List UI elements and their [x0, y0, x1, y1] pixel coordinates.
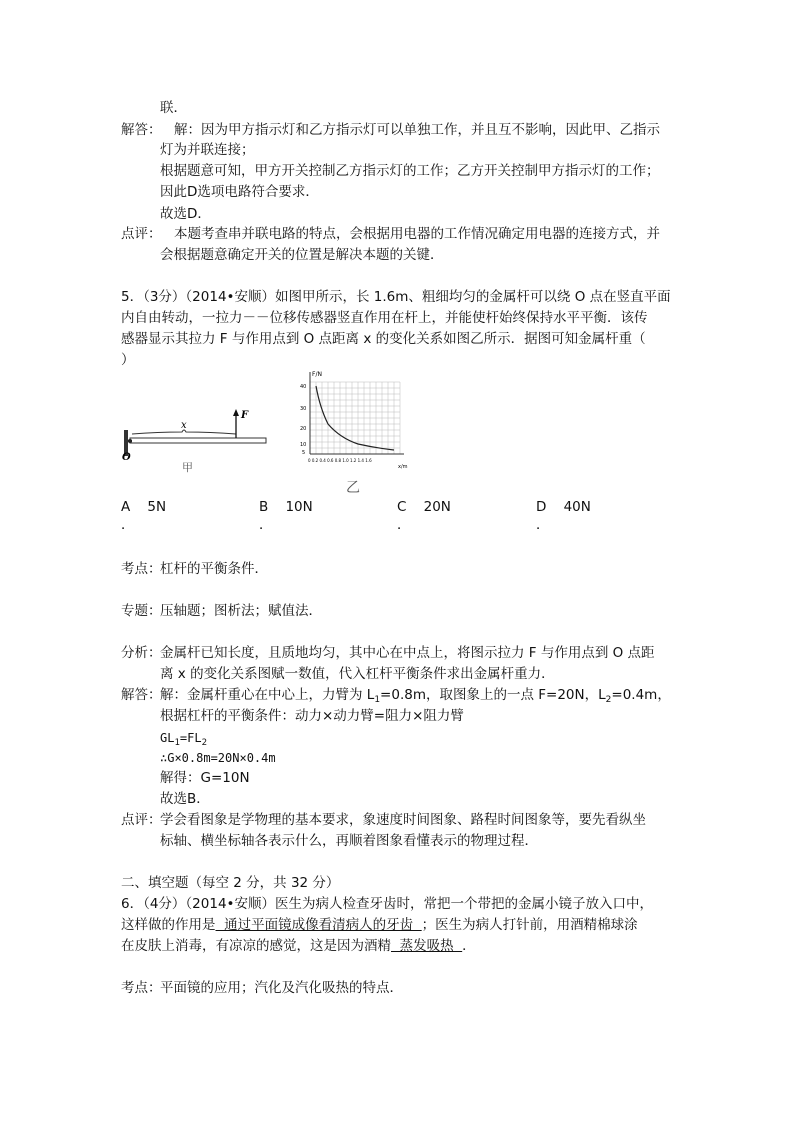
figure-graph — [296, 368, 408, 496]
section-2-heading: 二、填空题（每空 2 分，共 32 分） — [121, 875, 340, 891]
option-d-letter: D — [536, 499, 547, 515]
prev-comment-label: 点评： — [121, 226, 162, 242]
q5-zhuanti: 压轴题；图析法；赋值法． — [160, 603, 322, 619]
q6-answer-blank-1: 通过平面镜成像看清病人的牙齿 — [215, 917, 422, 933]
q5-stem-line-1: 5．（3分）（2014•安顺）如图甲所示，长 1.6m、粗细均匀的金属杆可以绕 O 点在竖直平面 — [121, 289, 671, 305]
jieda-sub-1: 1 — [374, 695, 381, 705]
option-c — [397, 497, 451, 517]
caption-jia: 甲 — [182, 461, 193, 474]
option-b — [259, 497, 313, 517]
q5-dianping-line-1: 学会看图象是学物理的基本要求，象速度时间图象、路程时间图象等，要先看纵坐 — [160, 812, 646, 828]
y-tick-5: 5 — [302, 450, 306, 456]
q5-kaodian: 杠杆的平衡条件． — [160, 561, 268, 577]
label-x: x — [181, 420, 187, 431]
prev-answer-line-2: 灯为并联连接； — [160, 142, 255, 158]
prev-answer-line-4: 因此D选项电路符合要求． — [160, 184, 319, 200]
option-a-letter: A — [121, 499, 131, 515]
q5-dianping-line-2: 标轴、横坐标轴各表示什么，再顺着图象看懂表示的物理过程． — [160, 833, 538, 849]
q6-answer-blank-2: 蒸发吸热 — [391, 938, 463, 954]
prev-comment-line-2: 会根据题意确定开关的位置是解决本题的关键． — [160, 247, 444, 263]
q5-jieda-line-2: 根据杠杆的平衡条件：动力×动力臂=阻力×阻力臂 — [160, 708, 464, 724]
q5-stem-line-2: 内自由转动，一拉力－－位移传感器竖直作用在杆上，并能使杆始终保持水平平衡．该传 — [121, 310, 648, 326]
q5-stem-line-3: 感器显示其拉力 F 与作用点到 O 点距离 x 的变化关系如图乙所示．据图可知金属杆重（ — [121, 331, 646, 347]
q6-kaodian: 平面镜的应用；汽化及汽化吸热的特点． — [160, 980, 403, 996]
jieda-line-1-part-b: =0.8m，取图象上的一点 F=20N，L — [380, 687, 606, 703]
option-c-text: 20N — [423, 499, 451, 515]
q6-line-3-part-b: ． — [462, 938, 476, 954]
q5-fenxi-label: 分析： — [121, 645, 162, 661]
x-axis-label: x/m — [398, 464, 408, 470]
y-axis-label: F/N — [312, 371, 322, 378]
label-f: F — [241, 410, 249, 421]
q6-line-3-part-a: 在皮肤上消毒，有凉凉的感觉，这是因为酒精 — [121, 938, 391, 954]
eq1-part-a: GL — [160, 731, 175, 745]
q6-line-2-part-a: 这样做的作用是 — [121, 917, 216, 933]
jieda-sub-2: 2 — [605, 695, 612, 705]
eq1-part-b: =FL — [179, 731, 202, 745]
x-ticks: 0 0.2 0.4 0.6 0.8 1.0 1.2 1.4 1.6 — [308, 458, 372, 463]
option-d-text: 40N — [563, 499, 591, 515]
y-tick-30: 30 — [300, 406, 307, 412]
prev-comment-line-1: 本题考查串并联电路的特点，会根据用电器的工作情况确定用电器的连接方式，并 — [174, 226, 660, 242]
option-c-dot: ． — [397, 517, 411, 533]
q5-fenxi-line-2: 离 x 的变化关系图赋一数值，代入杠杆平衡条件求出金属杆重力． — [160, 666, 555, 682]
option-b-text: 10N — [285, 499, 313, 515]
y-tick-20: 20 — [300, 426, 307, 432]
q6-stem-line-1: 6．（4分）（2014•安顺）医生为病人检查牙齿时，常把一个带把的金属小镜子放入口中， — [121, 896, 653, 912]
q5-zhuanti-label: 专题： — [121, 603, 162, 619]
q5-fenxi-line-1: 金属杆已知长度，且质地均匀，其中心在中点上，将图示拉力 F 与作用点到 O 点距 — [160, 645, 655, 661]
q5-eq-3: 解得：G=10N — [160, 770, 250, 786]
option-d — [536, 497, 591, 517]
q5-eq-4: 故选B． — [160, 791, 210, 807]
prev-answer-line-3: 根据题意可知，甲方开关控制乙方指示灯的工作；乙方开关控制甲方指示灯的工作； — [160, 163, 660, 179]
force-arrow-head — [233, 409, 239, 416]
figure-lever — [118, 382, 274, 474]
prev-answer-tail: 联． — [160, 100, 187, 116]
option-b-dot: ． — [259, 517, 273, 533]
eq1-sub-2: 2 — [201, 738, 207, 748]
option-a-text: 5N — [147, 499, 167, 515]
y-tick-40: 40 — [300, 384, 307, 390]
jieda-line-1-part-c: =0.4m， — [611, 687, 671, 703]
caption-yi: 乙 — [346, 480, 360, 496]
q5-dianping-label: 点评： — [121, 812, 162, 828]
option-d-dot: ． — [536, 517, 550, 533]
metal-rod — [130, 438, 266, 443]
q6-stem-line-3 — [121, 936, 476, 956]
q5-eq-2: ∴G×0.8m=20N×0.4m — [160, 751, 276, 765]
prev-answer-line-5: 故选D． — [160, 206, 211, 222]
q6-stem-line-2 — [121, 915, 638, 935]
option-a — [121, 497, 166, 517]
label-o: O — [122, 452, 131, 463]
q6-kaodian-label: 考点： — [121, 980, 162, 996]
eq1-sub-1: 1 — [174, 738, 180, 748]
option-a-dot: ． — [121, 517, 135, 533]
q6-line-2-part-b: ；医生为病人打针前，用酒精棉球涂 — [421, 917, 638, 933]
jieda-line-1-part-a: 解：金属杆重心在中心上，力臂为 L — [160, 687, 375, 703]
prev-answer-label: 解答： — [121, 122, 162, 138]
y-tick-10: 10 — [300, 442, 307, 448]
prev-answer-line-1: 解：因为甲方指示灯和乙方指示灯可以单独工作，并且互不影响，因此甲、乙指示 — [174, 122, 660, 138]
q5-jieda-label: 解答： — [121, 687, 162, 703]
option-c-letter: C — [397, 499, 407, 515]
q5-kaodian-label: 考点： — [121, 561, 162, 577]
option-b-letter: B — [259, 499, 269, 515]
q5-stem-line-4: ） — [121, 352, 135, 368]
